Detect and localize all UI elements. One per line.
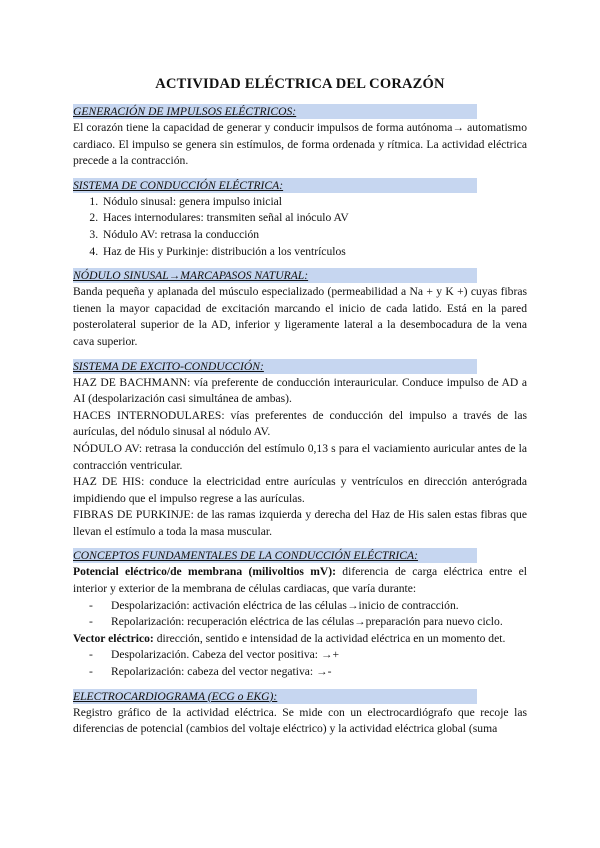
list-item: 3. Nódulo AV: retrasa la conducción <box>101 227 527 244</box>
section-heading: ELECTROCARDIOGRAMA (ECG o EKG): <box>73 689 477 704</box>
list-item: - Despolarización. Cabeza del vector positiva: →+ <box>89 647 527 664</box>
vector-text: dirección, sentido e intensidad de la actividad eléctrica en un momento det. <box>153 631 506 645</box>
dash-list <box>73 598 527 631</box>
section-conceptos <box>73 548 527 680</box>
list-item: - Repolarización: cabeza del vector negativa: →- <box>89 664 527 681</box>
section-nodulo-sinusal <box>73 268 527 350</box>
list-item: 1. Nódulo sinusal: genera impulso inicial <box>101 194 527 211</box>
section-paragraph: El corazón tiene la capacidad de generar y conducir impulsos de forma autónoma→ automatismo cardiaco. El impulso se genera sin estímulos, de forma ordenada y rítmica. La actividad eléctrica precede a la contracción. <box>73 121 527 168</box>
potencial-term: Potencial eléctrico/de membrana (milivoltios mV): <box>73 565 336 579</box>
list-item: 4. Haz de His y Purkinje: distribución a los ventrículos <box>101 244 527 261</box>
vector-term: Vector eléctrico: <box>73 631 154 645</box>
section-generacion <box>73 104 527 170</box>
section-ecg <box>73 689 527 738</box>
section-paragraph: FIBRAS DE PURKINJE: de las ramas izquierda y derecha del Haz de His salen estas fibras que llevan el estímulo a toda la masa muscular. <box>73 508 527 538</box>
section-paragraph: HAZ DE BACHMANN: vía preferente de conducción interauricular. Conduce impulso de AD a AI (despolarización casi simultánea de ambas). <box>73 375 527 406</box>
dash-list <box>73 647 527 680</box>
potencial-definition <box>73 564 527 597</box>
numbered-list <box>73 194 527 260</box>
document-title: ACTIVIDAD ELÉCTRICA DEL CORAZÓN <box>155 76 445 92</box>
section-heading: NÓDULO SINUSAL→MARCAPASOS NATURAL: <box>73 268 477 283</box>
document-body <box>73 104 527 746</box>
section-paragraph: Registro gráfico de la actividad eléctrica. Se mide con un electrocardiógrafo que recoje las diferencias de potencial (cambios del voltaje eléctrico) y la actividad eléctrica global (suma <box>73 705 527 736</box>
list-item: - Repolarización: recuperación eléctrica de las células→preparación para nuevo ciclo. <box>89 614 527 631</box>
section-sistema-conduccion <box>73 178 527 260</box>
section-heading: SISTEMA DE EXCITO-CONDUCCIÓN: <box>73 359 477 374</box>
potencial-text: diferencia de carga eléctrica entre el interior y exterior de la membrana de células cardiacas, que varía durante: <box>73 565 527 596</box>
vector-definition <box>73 631 527 648</box>
section-excito-conduccion <box>73 359 527 541</box>
section-heading: GENERACIÓN DE IMPULSOS ELÉCTRICOS: <box>73 104 477 119</box>
list-item: 2. Haces internodulares: transmiten señal al inóculo AV <box>101 210 527 227</box>
section-paragraph: NÓDULO AV: retrasa la conducción del estímulo 0,13 s para el vaciamiento auricular antes de la contracción ventricular. <box>73 441 527 472</box>
section-heading: SISTEMA DE CONDUCCIÓN ELÉCTRICA: <box>73 178 477 193</box>
section-paragraph: HAZ DE HIS: conduce la electricidad entre aurículas y ventrículos en dirección anterógrada impidiendo que el impulso regrese a las aurículas. <box>73 475 527 505</box>
section-paragraph: HACES INTERNODULARES: vías preferentes de conducción del impulso a través de las aurículas, del nódulo sinusal al nódulo AV. <box>73 408 527 439</box>
list-item: - Despolarización: activación eléctrica de las células→inicio de contracción. <box>89 598 527 615</box>
section-paragraph: Banda pequeña y aplanada del músculo especializado (permeabilidad a Na + y K +) cuyas fibras tienen la mayor capacidad de excitación marcando el inicio de cada latido. Está en la pared posterolateral superior de la AD, inferior y ligeramente lateral a la desembocadura de la vena cava superior. <box>73 285 527 348</box>
section-heading: CONCEPTOS FUNDAMENTALES DE LA CONDUCCIÓN ELÉCTRICA: <box>73 548 477 563</box>
